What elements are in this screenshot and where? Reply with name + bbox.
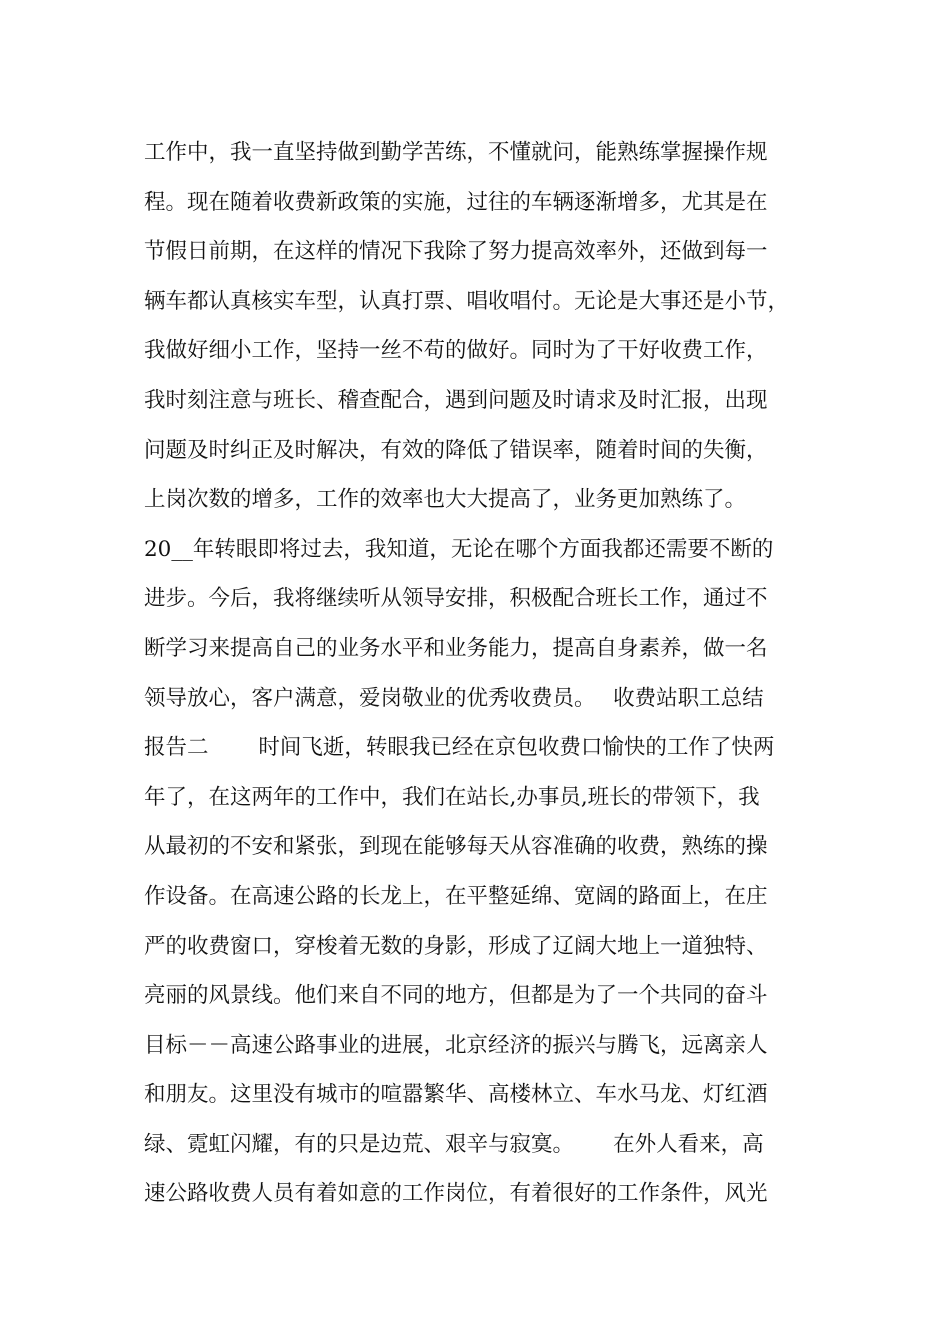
text-line: 作设备。在高速公路的长龙上，在平整延绵、宽阔的路面上，在庄 — [144, 883, 768, 909]
text-line: 和朋友。这里没有城市的喧嚣繁华、高楼林立、车水马龙、灯红酒 — [144, 1082, 768, 1108]
text-line: 年了，在这两年的工作中，我们在站长,办事员,班长的带领下，我 — [144, 784, 760, 810]
text-line: 报告二 时间飞逝，转眼我已经在京包收费口愉快的工作了快两 — [144, 735, 775, 761]
text-line: 问题及时纠正及时解决，有效的降低了错误率，随着时间的失衡， — [144, 437, 768, 463]
body-text — [144, 128, 844, 1219]
text-line: 我做好细小工作，坚持一丝不苟的做好。同时为了干好收费工作， — [144, 338, 768, 364]
text-line: 亮丽的风景线。他们来自不同的地方，但都是为了一个共同的奋斗 — [144, 983, 768, 1009]
text-line: 辆车都认真核实车型，认真打票、唱收唱付。无论是大事还是小节， — [144, 288, 790, 314]
text-line: 绿、霓虹闪耀，有的只是边荒、艰辛与寂寞。 在外人看来，高 — [144, 1131, 764, 1157]
text-line: 节假日前期，在这样的情况下我除了努力提高效率外，还做到每一 — [144, 239, 768, 265]
text-line: 从最初的不安和紧张，到现在能够每天从容准确的收费，熟练的操 — [144, 834, 768, 860]
text-line: 程。现在随着收费新政策的实施，过往的车辆逐渐增多，尤其是在 — [144, 189, 768, 215]
text-line: 我时刻注意与班长、稽查配合，遇到问题及时请求及时汇报，出现 — [144, 387, 768, 413]
text-line: 领导放心，客户满意，爱岗敬业的优秀收费员。 收费站职工总结 — [144, 685, 764, 711]
text-line: 严的收费窗口，穿梭着无数的身影，形成了辽阔大地上一道独特、 — [144, 933, 768, 959]
text-line: 速公路收费人员有着如意的工作岗位，有着很好的工作条件，风光 — [144, 1181, 768, 1207]
text-line: 工作中，我一直坚持做到勤学苦练，不懂就问，能熟练掌握操作规 — [144, 140, 768, 165]
text-line: 进步。今后，我将继续听从领导安排，积极配合班长工作，通过不 — [144, 586, 768, 612]
text-line: 上岗次数的增多，工作的效率也大大提高了，业务更加熟练了。 — [144, 487, 747, 513]
text-line: 20__年转眼即将过去，我知道，无论在哪个方面我都还需要不断的 — [144, 536, 774, 562]
text-line: 断学习来提高自己的业务水平和业务能力，提高自身素养，做一名 — [144, 635, 768, 661]
text-line: 目标－－高速公路事业的进展，北京经济的振兴与腾飞，远离亲人 — [144, 1032, 768, 1058]
